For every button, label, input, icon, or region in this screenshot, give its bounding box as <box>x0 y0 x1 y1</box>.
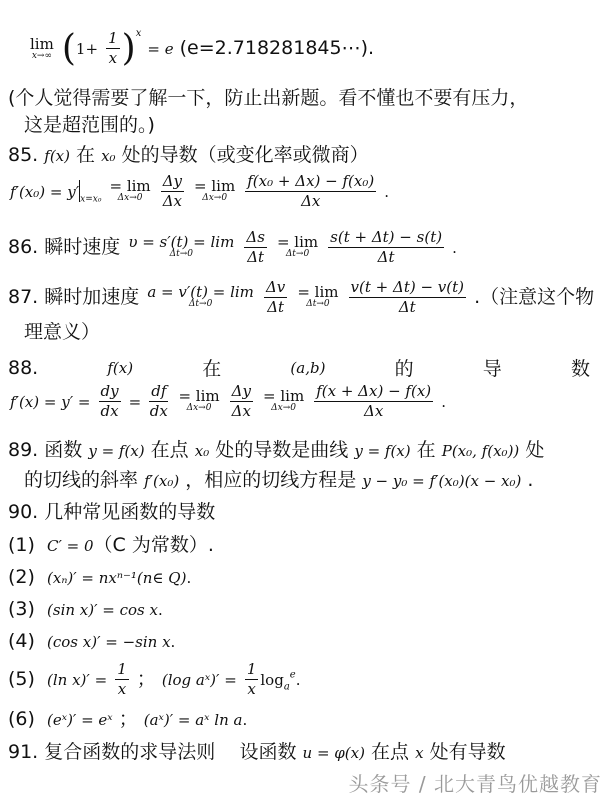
derivative-5: (5) (ln x)′ = $\frac{1}{x}$ ； (log aˣ)′ = $\frac{1}{x}$ $\log_a^e$. <box>8 660 301 698</box>
item-87: 87. 瞬时加速度 a = v′(t) = lim Δt→0 $\frac{\Delta v}{\Delta t}$ = lim Δt→0 $\frac{v(t + \Delta t) - v(t)}{\Delta t}$ .（注意这个物 <box>8 278 595 316</box>
note-line-1: (个人觉得需要了解一下，防止出新题。看不懂也不要有压力， <box>8 87 529 109</box>
derivative-2: (2) (xₙ)′ = nxⁿ⁻¹(n∈ Q). <box>8 566 192 588</box>
derivative-6: (6) (eˣ)′ = eˣ ； (aˣ)′ = aˣ ln a. <box>8 708 248 730</box>
derivative-3: (3) (sin x)′ = cos x. <box>8 598 163 620</box>
note-line-2: 这是超范围的。) <box>24 114 155 136</box>
item-90-heading: 90. 几种常见函数的导数 <box>8 501 216 523</box>
item-88-heading: 88. f(x) 在 (a,b) 的 导 数 <box>8 356 590 380</box>
derivative-4: (4) (cos x)′ = −sin x. <box>8 630 176 652</box>
item-89-line-1: 89. 函数 y = f(x) 在点 x₀ 处的导数是曲线 y = f(x) 在 P(x₀, f(x₀)) 处 <box>8 439 545 461</box>
item-87-continued: 理意义） <box>24 321 101 343</box>
limit-e-line: lim x→∞ (1+ $\frac{1}{x}$ )$^x$ = e (e=2.718281845⋯). <box>30 28 375 69</box>
item-86: 86. 瞬时速度 υ = s′(t) = lim Δt→0 $\frac{\Delta s}{\Delta t}$ = lim Δt→0 $\frac{s(t + \Delta t) - s(t)}{\Delta t}$ . <box>8 228 457 266</box>
watermark: 头条号 / 北大青鸟优越教育 <box>348 772 602 796</box>
item-88-formula: f′(x) = y′ = $\frac{dy}{dx}$ = $\frac{df}{dx}$ = lim Δx→0 $\frac{\Delta y}{\Delta x}$ = lim Δx→0 $\frac{f(x + \Delta x) - f(x)}{\Delta x}$ . <box>10 382 446 420</box>
item-85-formula: $f'(x_0) = y'_{x=x_0}$ = lim Δx→0 $\frac{\Delta y}{\Delta x}$ = lim Δx→0 $\frac{\text{f(x₀ + Δx) − f(x₀)}}{\Delta x}$ . <box>10 172 390 210</box>
limit-operator: lim x→∞ <box>30 34 54 61</box>
item-85-heading: 85. f(x) 在 x₀ 处的导数（或变化率或微商） <box>8 144 369 166</box>
item-91: 91. 复合函数的求导法则 设函数 u = φ(x) 在点 x 处有导数 <box>8 741 506 763</box>
e-value-note: (e=2.718281845⋯). <box>179 37 375 60</box>
derivative-1: (1) C′ = 0（C 为常数）. <box>8 534 214 556</box>
item-89-line-2: 的切线的斜率 f′(x₀) ，相应的切线方程是 y − y₀ = f′(x₀)(x − x₀) . <box>24 469 534 491</box>
